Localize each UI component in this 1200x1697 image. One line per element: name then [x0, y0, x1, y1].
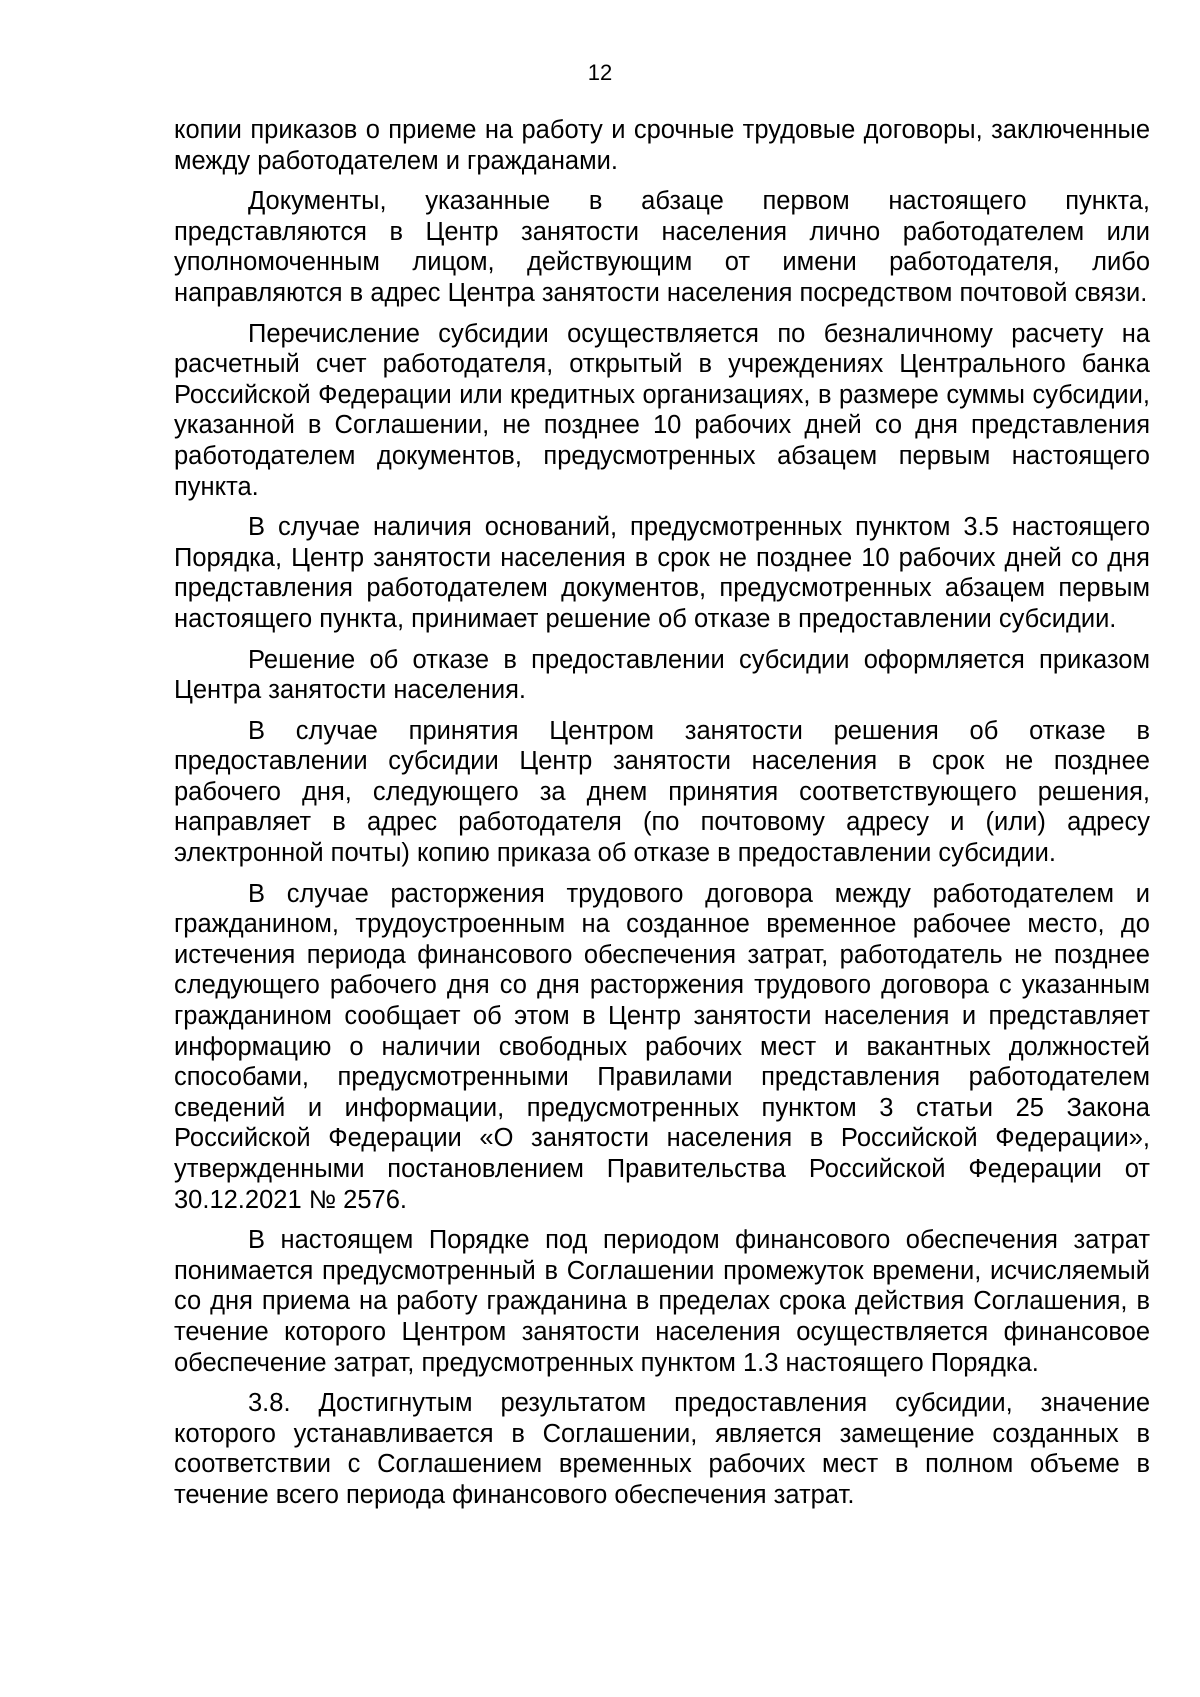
paragraph-result-3-8: 3.8. Достигнутым результатом предоставления субсидии, значение которого устанавливается в Соглашении, является замещение созданных в соответствии с Соглашением временных рабочих мест в полном объеме в течение всего периода финансового обеспечения затрат.	[174, 1389, 1150, 1509]
paragraph-funding-period: В настоящем Порядке под периодом финансового обеспечения затрат понимается предусмотренный в Соглашении промежуток времени, исчисляемый со дня приема на работу гражданина в пределах срока действия Соглашения, в течение которого Центром занятости населения осуществляется финансовое обеспечение затрат, предусмотренных пунктом 1.3 настоящего Порядка.	[174, 1226, 1150, 1377]
page-number: 12	[587, 60, 613, 85]
paragraph-contract-termination: В случае расторжения трудового договора между работодателем и гражданином, трудоустроенным на созданное временное рабочее место, до истечения периода финансового обеспечения затрат, работодатель не позднее следующего рабочего дня со дня расторжения трудового договора с указанным гражданином сообщает об этом в Центр занятости населения и представляет информацию о наличии свободных рабочих мест и вакантных должностей способами, предусмотренными Правилами представления работодателем сведений и информации, предусмотренных пунктом 3 статьи 25 Закона Российской Федерации «О занятости населения в Российской Федерации», утвержденными постановлением Правительства Российской Федерации от 30.12.2021 № 2576.	[174, 879, 1150, 1214]
paragraph-documents-submission: Документы, указанные в абзаце первом настоящего пункта, представляются в Центр занятости населения лично работодателем или уполномоченным лицом, действующим от имени работодателя, либо направляются в адрес Центра занятости населения посредством почтовой связи.	[174, 187, 1150, 307]
paragraph-continuation: копии приказов о приеме на работу и срочные трудовые договоры, заключенные между работодателем и гражданами.	[174, 116, 1150, 175]
paragraph-subsidy-transfer: Перечисление субсидии осуществляется по безналичному расчету на расчетный счет работодателя, открытый в учреждениях Центрального банка Российской Федерации или кредитных организациях, в размере суммы субсидии, указанной в Соглашении, не позднее 10 рабочих дней со дня представления работодателем документов, предусмотренных абзацем первым настоящего пункта.	[174, 319, 1150, 501]
paragraph-refusal-notice: В случае принятия Центром занятости решения об отказе в предоставлении субсидии Центр занятости населения в срок не позднее рабочего дня, следующего за днем принятия соответствующего решения, направляет в адрес работодателя (по почтовому адресу и (или) адресу электронной почты) копию приказа об отказе в предоставлении субсидии.	[174, 716, 1150, 868]
document-body	[174, 115, 1150, 1521]
paragraph-refusal-grounds: В случае наличия оснований, предусмотренных пунктом 3.5 настоящего Порядка, Центр занятости населения в срок не позднее 10 рабочих дней со дня представления работодателем документов, предусмотренных абзацем первым настоящего пункта, принимает решение об отказе в предоставлении субсидии.	[174, 513, 1150, 633]
paragraph-refusal-order: Решение об отказе в предоставлении субсидии оформляется приказом Центра занятости населения.	[174, 645, 1150, 705]
